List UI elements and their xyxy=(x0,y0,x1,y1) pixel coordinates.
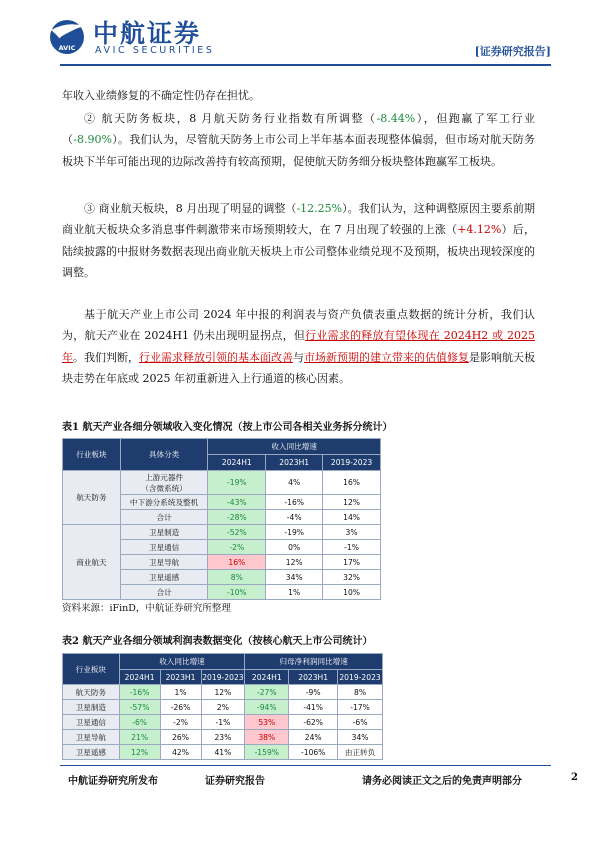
subcategory-label: 卫星遥感 xyxy=(120,570,208,585)
table-cell: 4% xyxy=(266,471,323,495)
table-cell: -4% xyxy=(266,510,323,525)
table-cell: 3% xyxy=(323,525,381,540)
text-span: ），但跑赢了军工行业（ xyxy=(62,112,535,147)
highlight-demand-release: 行业需求的释放有望体现在 2024H2 或 2025 年 xyxy=(62,329,535,364)
table-cell: -43% xyxy=(208,495,266,510)
header-period: 2019-2023 xyxy=(338,670,383,685)
table-cell: -1% xyxy=(201,715,245,730)
subcategory-label: 卫星通信 xyxy=(120,540,208,555)
table-cell: -6% xyxy=(338,715,383,730)
table-cell: 12% xyxy=(119,745,160,760)
table-cell: 1% xyxy=(266,585,323,600)
table-cell: 12% xyxy=(201,685,245,700)
subcategory-label xyxy=(120,471,208,495)
table-cell: -19% xyxy=(266,525,323,540)
table-cell: 23% xyxy=(201,730,245,745)
paragraph-commercial-aerospace xyxy=(62,198,535,284)
table-cell: 16% xyxy=(208,555,266,570)
table-cell: -159% xyxy=(245,745,289,760)
table-cell: 0% xyxy=(266,540,323,555)
table-profit-change xyxy=(62,653,383,760)
table-cell: -57% xyxy=(119,700,160,715)
table1-caption: 表1 航天产业各细分领域收入变化情况（按上市公司各相关业务拆分统计） xyxy=(62,422,393,433)
subcategory-label: 合计 xyxy=(120,585,208,600)
header-period: 2019-2023 xyxy=(201,670,245,685)
text-span: 。我们判断， xyxy=(73,350,139,364)
table-cell: -16% xyxy=(266,495,323,510)
header-revenue-growth: 收入同比增速 xyxy=(119,654,245,670)
header-period: 2019-2023 xyxy=(323,455,381,471)
table-cell: -1% xyxy=(323,540,381,555)
header-period: 2024H1 xyxy=(245,670,289,685)
logo-badge-text: AVIC xyxy=(58,44,76,52)
footer-divider xyxy=(60,765,551,766)
header-period: 2023H1 xyxy=(160,670,201,685)
table-cell: 10% xyxy=(323,585,381,600)
subcategory-label: 中下游分系统及整机 xyxy=(120,495,208,510)
header-subcategory: 具体分类 xyxy=(120,439,208,471)
table-cell: 41% xyxy=(201,745,245,760)
table-cell: 12% xyxy=(323,495,381,510)
table-cell: 38% xyxy=(245,730,289,745)
table-cell: -62% xyxy=(289,715,338,730)
header-sector: 行业板块 xyxy=(63,654,120,685)
avic-logo-icon xyxy=(48,17,86,57)
table1-source: 资料来源：iFinD，中航证券研究所整理 xyxy=(62,603,231,614)
table-cell: -10% xyxy=(208,585,266,600)
text-span: ② 航天防务板块，8 月航天防务行业指数有所调整（ xyxy=(84,112,377,125)
header-period: 2023H1 xyxy=(289,670,338,685)
highlight-fundamental-improvement: 行业需求释放引领的基本面改善 xyxy=(139,350,293,364)
header-period: 2024H1 xyxy=(119,670,160,685)
value-military-index: -8.90% xyxy=(73,133,112,147)
table-cell: 42% xyxy=(160,745,201,760)
text-span: 是影响航天板块走势在年底或 2025 年初重新进入上行通道的核心因素。 xyxy=(62,350,535,386)
table-cell: 53% xyxy=(245,715,289,730)
text-span: ）。我们认为，这种调整原因主要系前期商业航天板块众多消息事件刺激带来市场预期较大，在 7 月出现了较强的上涨（ xyxy=(62,202,536,237)
table-cell: 14% xyxy=(323,510,381,525)
sector-label: 航天防务 xyxy=(63,471,121,525)
text-span: 基于航天产业上市公司 2024 年中报的利润表与资产负债表重点数据的统计分析，我们认为，航天产业在 2024H1 仍未出现明显拐点，但 xyxy=(62,308,535,343)
sector-label: 卫星遥感 xyxy=(63,745,120,760)
sector-label: 卫星导航 xyxy=(63,730,120,745)
table-cell: 8% xyxy=(338,685,383,700)
header-sector: 行业板块 xyxy=(63,439,121,471)
table-cell: -52% xyxy=(208,525,266,540)
table-cell: 32% xyxy=(323,570,381,585)
table-cell: 21% xyxy=(119,730,160,745)
value-defense-index: -8.44% xyxy=(376,112,416,125)
text-span: 与 xyxy=(293,350,304,364)
table-cell: 12% xyxy=(266,555,323,570)
header-period: 2023H1 xyxy=(266,455,323,471)
paragraph-text: 年收入业绩修复的不确定性仍存在担忧。 xyxy=(62,89,260,102)
table-cell: -6% xyxy=(119,715,160,730)
header-period: 2024H1 xyxy=(208,455,266,471)
table-cell: -2% xyxy=(160,715,201,730)
table-cell: 由正转负 xyxy=(338,745,383,760)
logo-chinese-name: 中航证券 xyxy=(93,19,202,48)
footer-report-type: 证券研究报告 xyxy=(205,776,265,787)
header-profit-growth: 归母净利润同比增速 xyxy=(245,654,383,670)
subcategory-label: 卫星制造 xyxy=(120,525,208,540)
table-cell: 24% xyxy=(289,730,338,745)
paragraph-conclusion xyxy=(62,304,535,390)
sector-label: 航天防务 xyxy=(63,685,120,700)
label-line: 上游元器件 xyxy=(145,472,184,482)
paragraph-aerospace-defense xyxy=(62,108,535,172)
table-cell: 34% xyxy=(266,570,323,585)
table-cell: 8% xyxy=(208,570,266,585)
label-line: （含微系统） xyxy=(141,483,187,493)
table-cell: -94% xyxy=(245,700,289,715)
text-span: ）后，陆续披露的中报财务数据表现出商业航天板块上市公司整体业绩兑现不及预期，板块出现较深度的调整。 xyxy=(62,223,535,280)
footer-publisher: 中航证券研究所发布 xyxy=(68,776,158,787)
header-revenue-growth: 收入同比增速 xyxy=(208,439,381,455)
sector-label: 商业航天 xyxy=(63,525,121,600)
value-commercial-index: -12.25% xyxy=(296,202,343,215)
table-cell: -9% xyxy=(289,685,338,700)
table-cell: -16% xyxy=(119,685,160,700)
table-cell: -27% xyxy=(245,685,289,700)
text-span: ）。我们认为，尽管航天防务上市公司上半年基本面表现整体偏弱，但市场对航天防务板块下半年可能出现的边际改善持有较高预期，促使航天防务细分板块整体跑赢军工板块。 xyxy=(62,133,536,168)
table-cell: 17% xyxy=(323,555,381,570)
value-july-gain: +4.12% xyxy=(457,223,502,237)
report-type-tag: [证券研究报告] xyxy=(474,45,551,58)
text-span: ③ 商业航天板块，8 月出现了明显的调整（ xyxy=(84,202,297,215)
table-cell: 16% xyxy=(323,471,381,495)
highlight-valuation-repair: 市场新预期的建立带来的估值修复 xyxy=(304,350,469,364)
table-cell: 34% xyxy=(338,730,383,745)
table-cell: -41% xyxy=(289,700,338,715)
table-cell: 2% xyxy=(201,700,245,715)
sector-label: 卫星制造 xyxy=(63,700,120,715)
table-cell: 1% xyxy=(160,685,201,700)
subcategory-label: 合计 xyxy=(120,510,208,525)
logo-english-name: AVIC SECURITIES xyxy=(95,45,215,56)
footer-disclaimer: 请务必阅读正文之后的免责声明部分 xyxy=(362,776,522,787)
paragraph-continuation xyxy=(62,85,532,106)
sector-label: 卫星通信 xyxy=(63,715,120,730)
table-cell: -28% xyxy=(208,510,266,525)
table-cell: 26% xyxy=(160,730,201,745)
subcategory-label: 卫星导航 xyxy=(120,555,208,570)
table-revenue-change xyxy=(62,438,381,600)
table-cell: -17% xyxy=(338,700,383,715)
header-divider xyxy=(60,64,551,66)
table-cell: -19% xyxy=(208,471,266,495)
table-cell: -106% xyxy=(289,745,338,760)
table-cell: -2% xyxy=(208,540,266,555)
table2-caption: 表2 航天产业各细分领域利润表数据变化（按核心航天上市公司统计） xyxy=(62,636,373,647)
page-number: 2 xyxy=(571,772,578,783)
table-cell: -26% xyxy=(160,700,201,715)
